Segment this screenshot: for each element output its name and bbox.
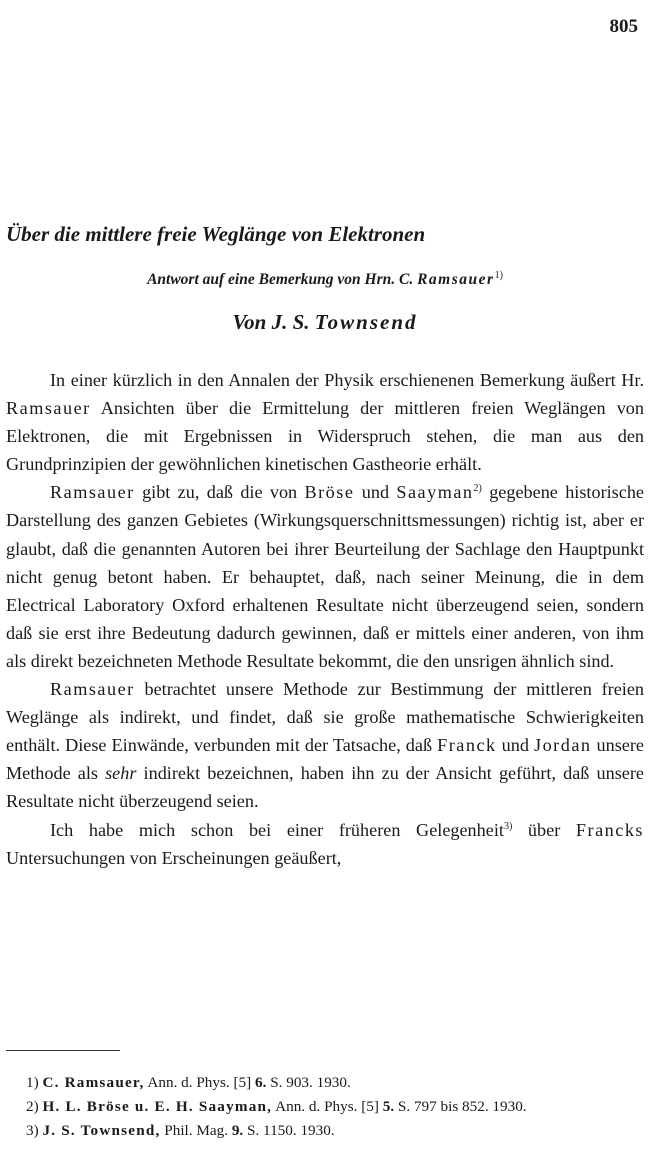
- person-name: Ramsauer: [50, 679, 135, 700]
- text-run: und: [354, 482, 397, 503]
- subtitle-text: Antwort auf eine Bemerkung von Hrn. C.: [147, 271, 418, 288]
- footnote-volume: 5.: [382, 1098, 395, 1115]
- footnote-pages: S. 797 bis 852. 1930.: [394, 1098, 527, 1115]
- person-name: Jordan: [534, 735, 592, 756]
- person-name: Ramsauer: [50, 482, 135, 503]
- footnote-number: 2): [26, 1098, 39, 1115]
- footnote-volume: 6.: [255, 1074, 267, 1091]
- footnote-number: 3): [26, 1122, 39, 1139]
- footnote-number: 1): [26, 1074, 39, 1091]
- footnote-volume: 9.: [231, 1122, 244, 1139]
- article-subtitle: [0, 271, 650, 289]
- footnote-journal: Ann. d. Phys. [5]: [272, 1098, 383, 1115]
- footnote-2: [6, 1095, 644, 1119]
- author-prefix: Von J. S.: [232, 310, 315, 334]
- text-run: gibt zu, daß die von: [134, 482, 305, 503]
- footnote-author: H. L. Bröse u. E. H. Saayman,: [42, 1098, 273, 1115]
- paragraph-1: [6, 366, 644, 478]
- footnote-3: [6, 1119, 644, 1143]
- person-name: Franck: [437, 735, 497, 756]
- text-run: Ansichten über die Ermittelung der mittleren freien Weglängen von Elektronen, die mit Ergebnissen in Widerspruch stehen, die man aus den Grundprinzipien der gewöhnlichen kinetischen Gastheorie erhält.: [6, 398, 644, 475]
- subtitle-footnote-marker: 1): [494, 269, 503, 281]
- emphasis: sehr: [105, 763, 137, 784]
- text-run: über: [512, 819, 576, 840]
- person-name: Ramsauer: [6, 398, 91, 419]
- text-run: unsere Methode als: [6, 735, 645, 784]
- text-run: und: [496, 735, 534, 756]
- footnote-author: J. S. Townsend,: [42, 1122, 161, 1139]
- footnote-1: [6, 1071, 644, 1095]
- person-name: Saayman: [396, 482, 474, 503]
- author-line: [0, 310, 650, 335]
- footnote-marker: 2): [473, 483, 482, 495]
- footnote-pages: S. 1150. 1930.: [243, 1122, 335, 1139]
- person-name: Bröse: [304, 482, 355, 503]
- text-run: In einer kürzlich in den Annalen der Physik erschienenen Bemerkung äußert Hr.: [50, 370, 644, 390]
- footnote-journal: Ann. d. Phys. [5]: [144, 1074, 256, 1091]
- footnote-journal: Phil. Mag.: [160, 1122, 232, 1139]
- person-name: Francks: [575, 819, 644, 840]
- article-title: Über die mittlere freie Weglänge von Elektronen: [6, 222, 426, 246]
- paragraph-2: [6, 478, 644, 675]
- footnote-pages: S. 903. 1930.: [266, 1074, 351, 1091]
- paragraph-3: [6, 675, 644, 815]
- text-run: Ich habe mich schon bei einer früheren Gelegenheit: [50, 819, 504, 840]
- page-number: 805: [609, 16, 638, 37]
- footnote-author: C. Ramsauer,: [42, 1074, 145, 1091]
- paragraph-4: [6, 816, 644, 872]
- text-run: Untersuchungen von Erscheinungen geäußert,: [6, 847, 342, 868]
- text-run: indirekt bezeichnen, haben ihn zu der Ansicht geführt, daß unsere Resultate nicht überzeugend seien.: [6, 763, 644, 812]
- text-run: betrachtet unsere Methode zur Bestimmung der mittleren freien Weglänge als indirekt, und findet, daß sie große mathematische Schwierigkeiten enthält. Diese Einwände, verbunden mit der Tatsache, daß: [6, 679, 644, 756]
- body-text: [6, 366, 644, 872]
- footnote-marker: 3): [503, 820, 513, 832]
- footnote-divider: [6, 1050, 120, 1051]
- author-name: Townsend: [314, 310, 418, 334]
- subtitle-name: Ramsauer: [417, 271, 495, 288]
- footnotes: [6, 1071, 644, 1143]
- text-run: gegebene historische Darstellung des ganzen Gebietes (Wirkungsquerschnittsmessungen) richtig ist, aber er glaubt, daß die genannten Autoren bei ihrer Beurteilung der Sachlage den Hauptpunkt nicht genug betont haben. Er behauptet, daß, nach seiner Meinung, die in dem Electrical Laboratory Oxford erhaltenen Resultate nicht überzeugend seien, sondern daß sie erst ihre Bedeutung dadurch gewinnen, daß er mittels einer anderen, von ihm als direkt bezeichneten Methode Resultate bekommt, die den unsrigen ähnlich sind.: [6, 482, 644, 671]
